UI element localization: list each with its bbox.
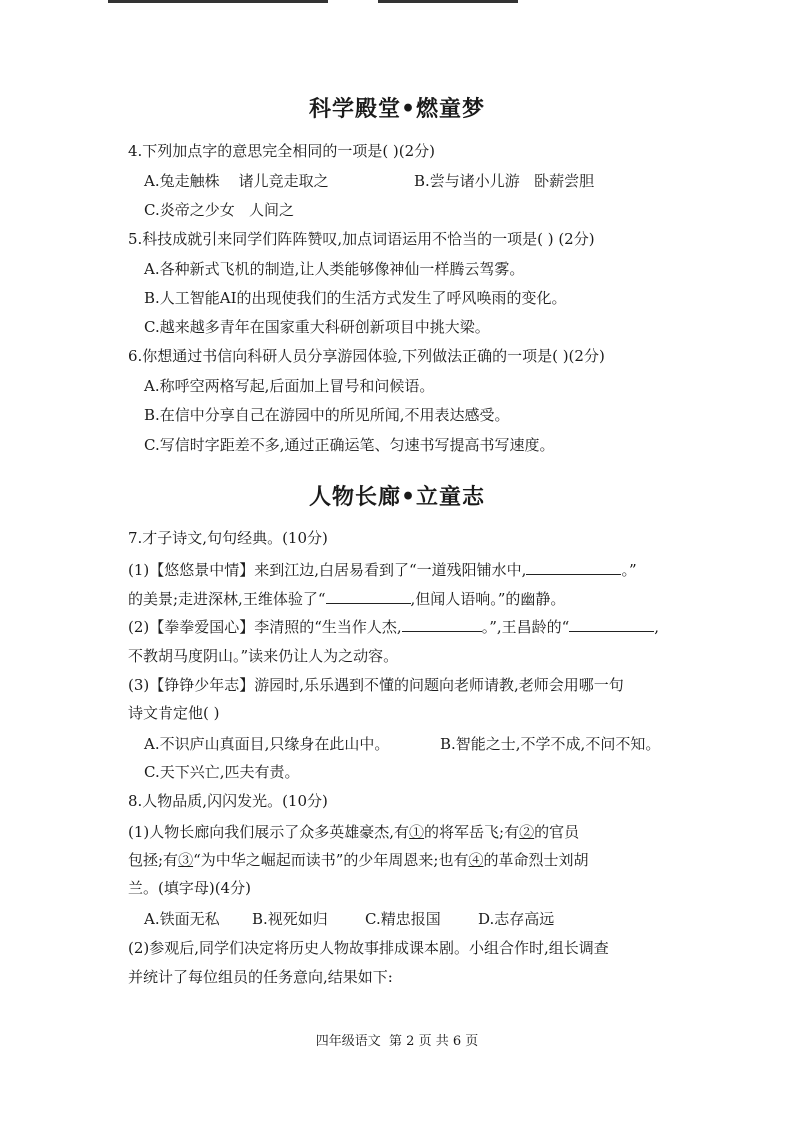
- q8-part1-text: “为中华之崛起而读书”的少年周恩来;也有: [193, 851, 469, 869]
- q6-option-a: A.称呼空两格写起,后面加上冒号和问候语。: [144, 377, 435, 395]
- q5-option-c: C.越来越多青年在国家重大科研创新项目中挑大梁。: [144, 318, 490, 336]
- q4-option-a: A.兔走触株 诸儿竞走取之: [144, 172, 329, 190]
- q7-part1-line2: [128, 589, 565, 609]
- q8-part1-line2: [128, 850, 589, 870]
- q8-part1-text: (1)人物长廊向我们展示了众多英雄豪杰,有: [128, 823, 410, 841]
- q8-part1-line3: 兰。(填字母)(4分): [128, 879, 251, 897]
- q7-part3-line2: 诗文肯定他( ): [128, 704, 220, 722]
- section-title-people: 人物长廊•立童志: [308, 484, 486, 510]
- q8-part1-line1: [128, 822, 579, 842]
- q7-part2-line1: [128, 617, 659, 637]
- q7-part1-text-end: ,但闻人语响。”的幽静。: [410, 590, 566, 608]
- answer-blank[interactable]: [526, 560, 621, 575]
- answer-blank[interactable]: [569, 617, 654, 632]
- top-border-line: [108, 0, 328, 3]
- q6-stem: 6.你想通过书信向科研人员分享游园体验,下列做法正确的一项是( )(2分): [128, 347, 605, 365]
- top-border-line: [378, 0, 518, 3]
- q4-stem: 4.下列加点字的意思完全相同的一项是( )(2分): [128, 142, 436, 160]
- answer-slot-4[interactable]: ④: [468, 851, 484, 869]
- q5-stem: 5.科技成就引来同学们阵阵赞叹,加点词语运用不恰当的一项是( ) (2分): [128, 230, 595, 248]
- answer-blank[interactable]: [326, 589, 411, 604]
- q7-part2-text-mid: 。”,王昌龄的“: [481, 618, 570, 636]
- q8-part1-text: 的官员: [534, 823, 580, 841]
- page-footer: 四年级语文 第 2 页 共 6 页: [315, 1034, 479, 1049]
- q8-option-b: B.视死如归: [252, 910, 328, 928]
- q8-part2-line2: 并统计了每位组员的任务意向,结果如下:: [128, 968, 393, 986]
- answer-slot-1[interactable]: ①: [409, 823, 425, 841]
- q8-option-d: D.志存高远: [478, 910, 555, 928]
- q8-part1-text: 包拯;有: [128, 851, 179, 869]
- q8-part1-text: 的革命烈士刘胡: [483, 851, 589, 869]
- q7-part3-option-b: B.智能之士,不学不成,不问不知。: [440, 735, 661, 753]
- q7-part2-line2: 不教胡马度阴山。”读来仍让人为之动容。: [128, 647, 399, 665]
- q4-option-b: B.尝与诸小儿游 卧薪尝胆: [414, 172, 595, 190]
- answer-blank[interactable]: [402, 617, 482, 632]
- q7-part2-text-end: ,: [654, 618, 660, 636]
- q5-option-a: A.各种新式飞机的制造,让人类能够像神仙一样腾云驾雾。: [144, 260, 525, 278]
- answer-slot-2[interactable]: ②: [519, 823, 535, 841]
- q8-option-c: C.精忠报国: [365, 910, 441, 928]
- section-title-science: 科学殿堂•燃童梦: [308, 96, 486, 122]
- q8-option-a: A.铁面无私: [144, 910, 220, 928]
- q5-option-b: B.人工智能AI的出现使我们的生活方式发生了呼风唤雨的变化。: [144, 289, 567, 307]
- q7-part3-line1: (3)【铮铮少年志】游园时,乐乐遇到不懂的问题向老师请教,老师会用哪一句: [128, 676, 624, 694]
- q7-part1-line1: [128, 560, 637, 580]
- q7-part1-text: 的美景;走进深林,王维体验了“: [128, 590, 326, 608]
- q4-option-c: C.炎帝之少女 人间之: [144, 201, 295, 219]
- q8-stem: 8.人物品质,闪闪发光。(10分): [128, 792, 328, 810]
- q7-part2-text: (2)【拳拳爱国心】李清照的“生当作人杰,: [128, 618, 402, 636]
- q8-part1-text: 的将军岳飞;有: [424, 823, 520, 841]
- q8-part2-line1: (2)参观后,同学们决定将历史人物故事排成课本剧。小组合作时,组长调查: [128, 939, 609, 957]
- q7-part1-text-end: 。”: [621, 561, 637, 579]
- q6-option-c: C.写信时字距差不多,通过正确运笔、匀速书写提高书写速度。: [144, 436, 555, 454]
- q7-part3-option-c: C.天下兴亡,匹夫有责。: [144, 763, 300, 781]
- q7-stem: 7.才子诗文,句句经典。(10分): [128, 529, 328, 547]
- answer-slot-3[interactable]: ③: [178, 851, 194, 869]
- q7-part1-text: (1)【悠悠景中情】来到江边,白居易看到了“一道残阳铺水中,: [128, 561, 527, 579]
- q6-option-b: B.在信中分享自己在游园中的所见所闻,不用表达感受。: [144, 406, 510, 424]
- q7-part3-option-a: A.不识庐山真面目,只缘身在此山中。: [144, 735, 390, 753]
